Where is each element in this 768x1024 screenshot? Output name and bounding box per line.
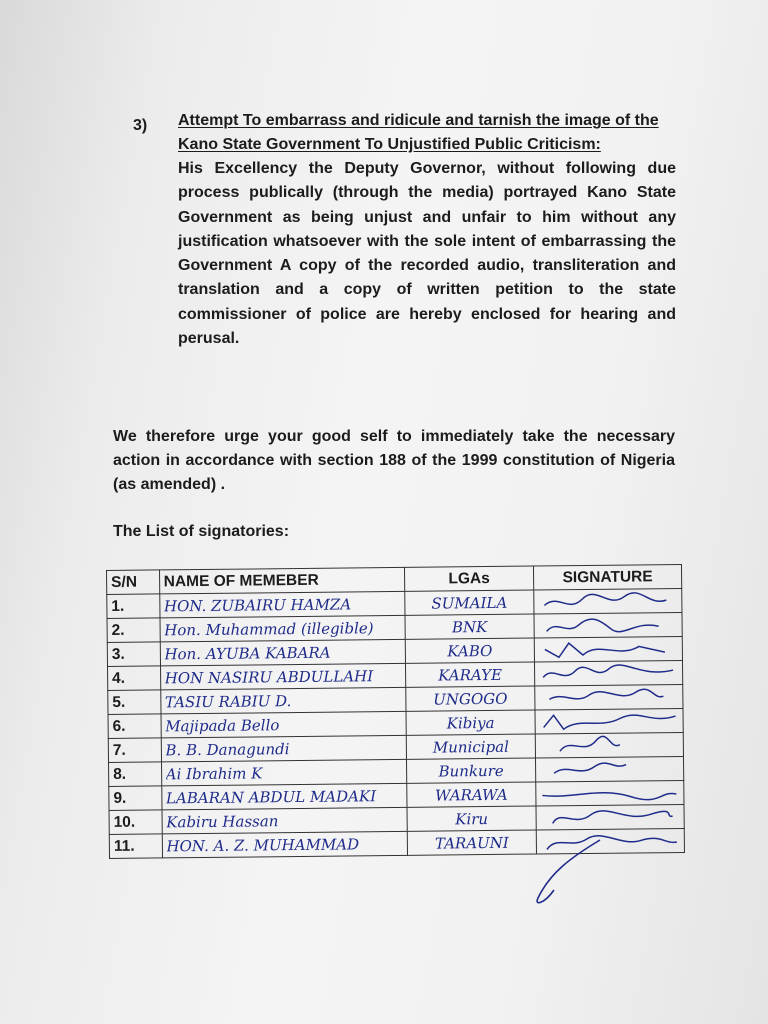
- section-number: 3): [133, 117, 148, 134]
- member-name: HON. ZUBAIRU HAMZA: [163, 594, 352, 615]
- header-lga: LGAs: [404, 566, 533, 591]
- row-signature: [536, 780, 684, 806]
- header-sn: S/N: [107, 570, 160, 595]
- row-name: [162, 831, 408, 858]
- member-lga: SUMAILA: [431, 593, 508, 613]
- row-lga: [405, 638, 534, 663]
- handwritten-signature: [539, 686, 677, 709]
- row-lga: [407, 830, 536, 855]
- member-name: B. B. Danagundi: [165, 739, 290, 759]
- section-heading: Attempt To embarrass and ridicule and tarnish the image of the Kano State Government To Unjustified Public Criticism:: [178, 112, 659, 153]
- member-name: Kabiru Hassan: [166, 811, 279, 831]
- member-lga: Kibiya: [446, 713, 495, 732]
- row-signature: [535, 708, 683, 734]
- row-lga: [407, 782, 536, 807]
- member-name: TASIU RABIU D.: [164, 691, 292, 711]
- row-lga: [406, 734, 535, 759]
- header-signature: SIGNATURE: [533, 564, 681, 590]
- row-signature: [534, 636, 682, 662]
- row-signature: [536, 804, 684, 830]
- row-lga: [406, 710, 535, 735]
- handwritten-signature: [540, 734, 678, 757]
- row-sn: 3.: [107, 642, 160, 667]
- signature-flourish: [530, 838, 610, 908]
- member-lga: BNK: [451, 617, 488, 636]
- handwritten-signature: [539, 710, 677, 733]
- row-lga: [407, 806, 536, 831]
- row-sn: 9.: [109, 786, 162, 811]
- member-lga: WARAWA: [435, 785, 508, 805]
- row-lga: [405, 662, 534, 687]
- handwritten-signature: [541, 806, 679, 829]
- row-name: [161, 711, 407, 738]
- row-sn: 5.: [108, 690, 161, 715]
- row-lga: [406, 758, 535, 783]
- section-block: [178, 109, 676, 351]
- row-name: [159, 591, 405, 618]
- row-sn: 11.: [109, 834, 162, 859]
- member-lga: KABO: [447, 641, 493, 660]
- row-name: [162, 807, 408, 834]
- member-lga: TARAUNI: [434, 833, 509, 853]
- row-sn: 7.: [108, 738, 161, 763]
- row-name: [160, 663, 406, 690]
- member-name: HON. A. Z. MUHAMMAD: [166, 834, 360, 855]
- table-body: [107, 588, 685, 858]
- row-lga: [406, 686, 535, 711]
- handwritten-signature: [538, 590, 676, 613]
- row-signature: [534, 660, 682, 686]
- row-name: [160, 639, 406, 666]
- member-lga: UNGOGO: [433, 689, 508, 709]
- member-lga: KARAYE: [438, 665, 503, 685]
- urge-paragraph: We therefore urge your good self to immediately take the necessary action in accordance with section 188 of the 1999 constitution of Nigeria (as amended) .: [113, 428, 675, 493]
- handwritten-signature: [538, 614, 676, 637]
- row-name: [160, 687, 406, 714]
- handwritten-signature: [539, 638, 677, 661]
- member-name: Hon. AYUBA KABARA: [164, 643, 331, 663]
- header-name: NAME OF MEMEBER: [159, 567, 405, 594]
- member-name: Ai Ibrahim K: [165, 763, 263, 783]
- signatories-table: [106, 564, 685, 859]
- handwritten-signature: [539, 662, 677, 685]
- row-sn: 6.: [108, 714, 161, 739]
- row-sn: 8.: [109, 762, 162, 787]
- member-lga: Municipal: [432, 737, 509, 757]
- row-signature: [535, 756, 683, 782]
- handwritten-signature: [540, 782, 678, 805]
- row-signature: [534, 612, 682, 638]
- member-name: Majipada Bello: [165, 715, 280, 735]
- row-signature: [534, 588, 682, 614]
- member-name: HON NASIRU ABDULLAHI: [164, 666, 374, 687]
- row-lga: [405, 614, 534, 639]
- row-signature: [535, 684, 683, 710]
- signatories-label: The List of signatories:: [113, 523, 290, 540]
- member-lga: Bunkure: [438, 761, 504, 781]
- member-name: LABARAN ABDUL MADAKI: [165, 786, 377, 807]
- handwritten-signature: [540, 758, 678, 781]
- member-lga: Kiru: [455, 809, 489, 828]
- row-sn: 10.: [109, 810, 162, 835]
- row-lga: [405, 590, 534, 615]
- row-name: [160, 615, 406, 642]
- row-sn: 2.: [107, 618, 160, 643]
- row-name: [161, 759, 407, 786]
- section-paragraph: His Excellency the Deputy Governor, without following due process publically (through the media) portrayed Kano State Government as being unjust and unfair to him without any justification whatsoever with the sole intent of embarrassing the Government A copy of the recorded audio, transliteration and translation and a copy of written petition to the state commissioner of police are hereby enclosed for hearing and perusal.: [178, 160, 676, 348]
- row-sn: 1.: [107, 594, 160, 619]
- member-name: Hon. Muhammad (illegible): [164, 618, 374, 639]
- row-name: [161, 735, 407, 762]
- row-name: [161, 783, 407, 810]
- row-sn: 4.: [108, 666, 161, 691]
- row-signature: [535, 732, 683, 758]
